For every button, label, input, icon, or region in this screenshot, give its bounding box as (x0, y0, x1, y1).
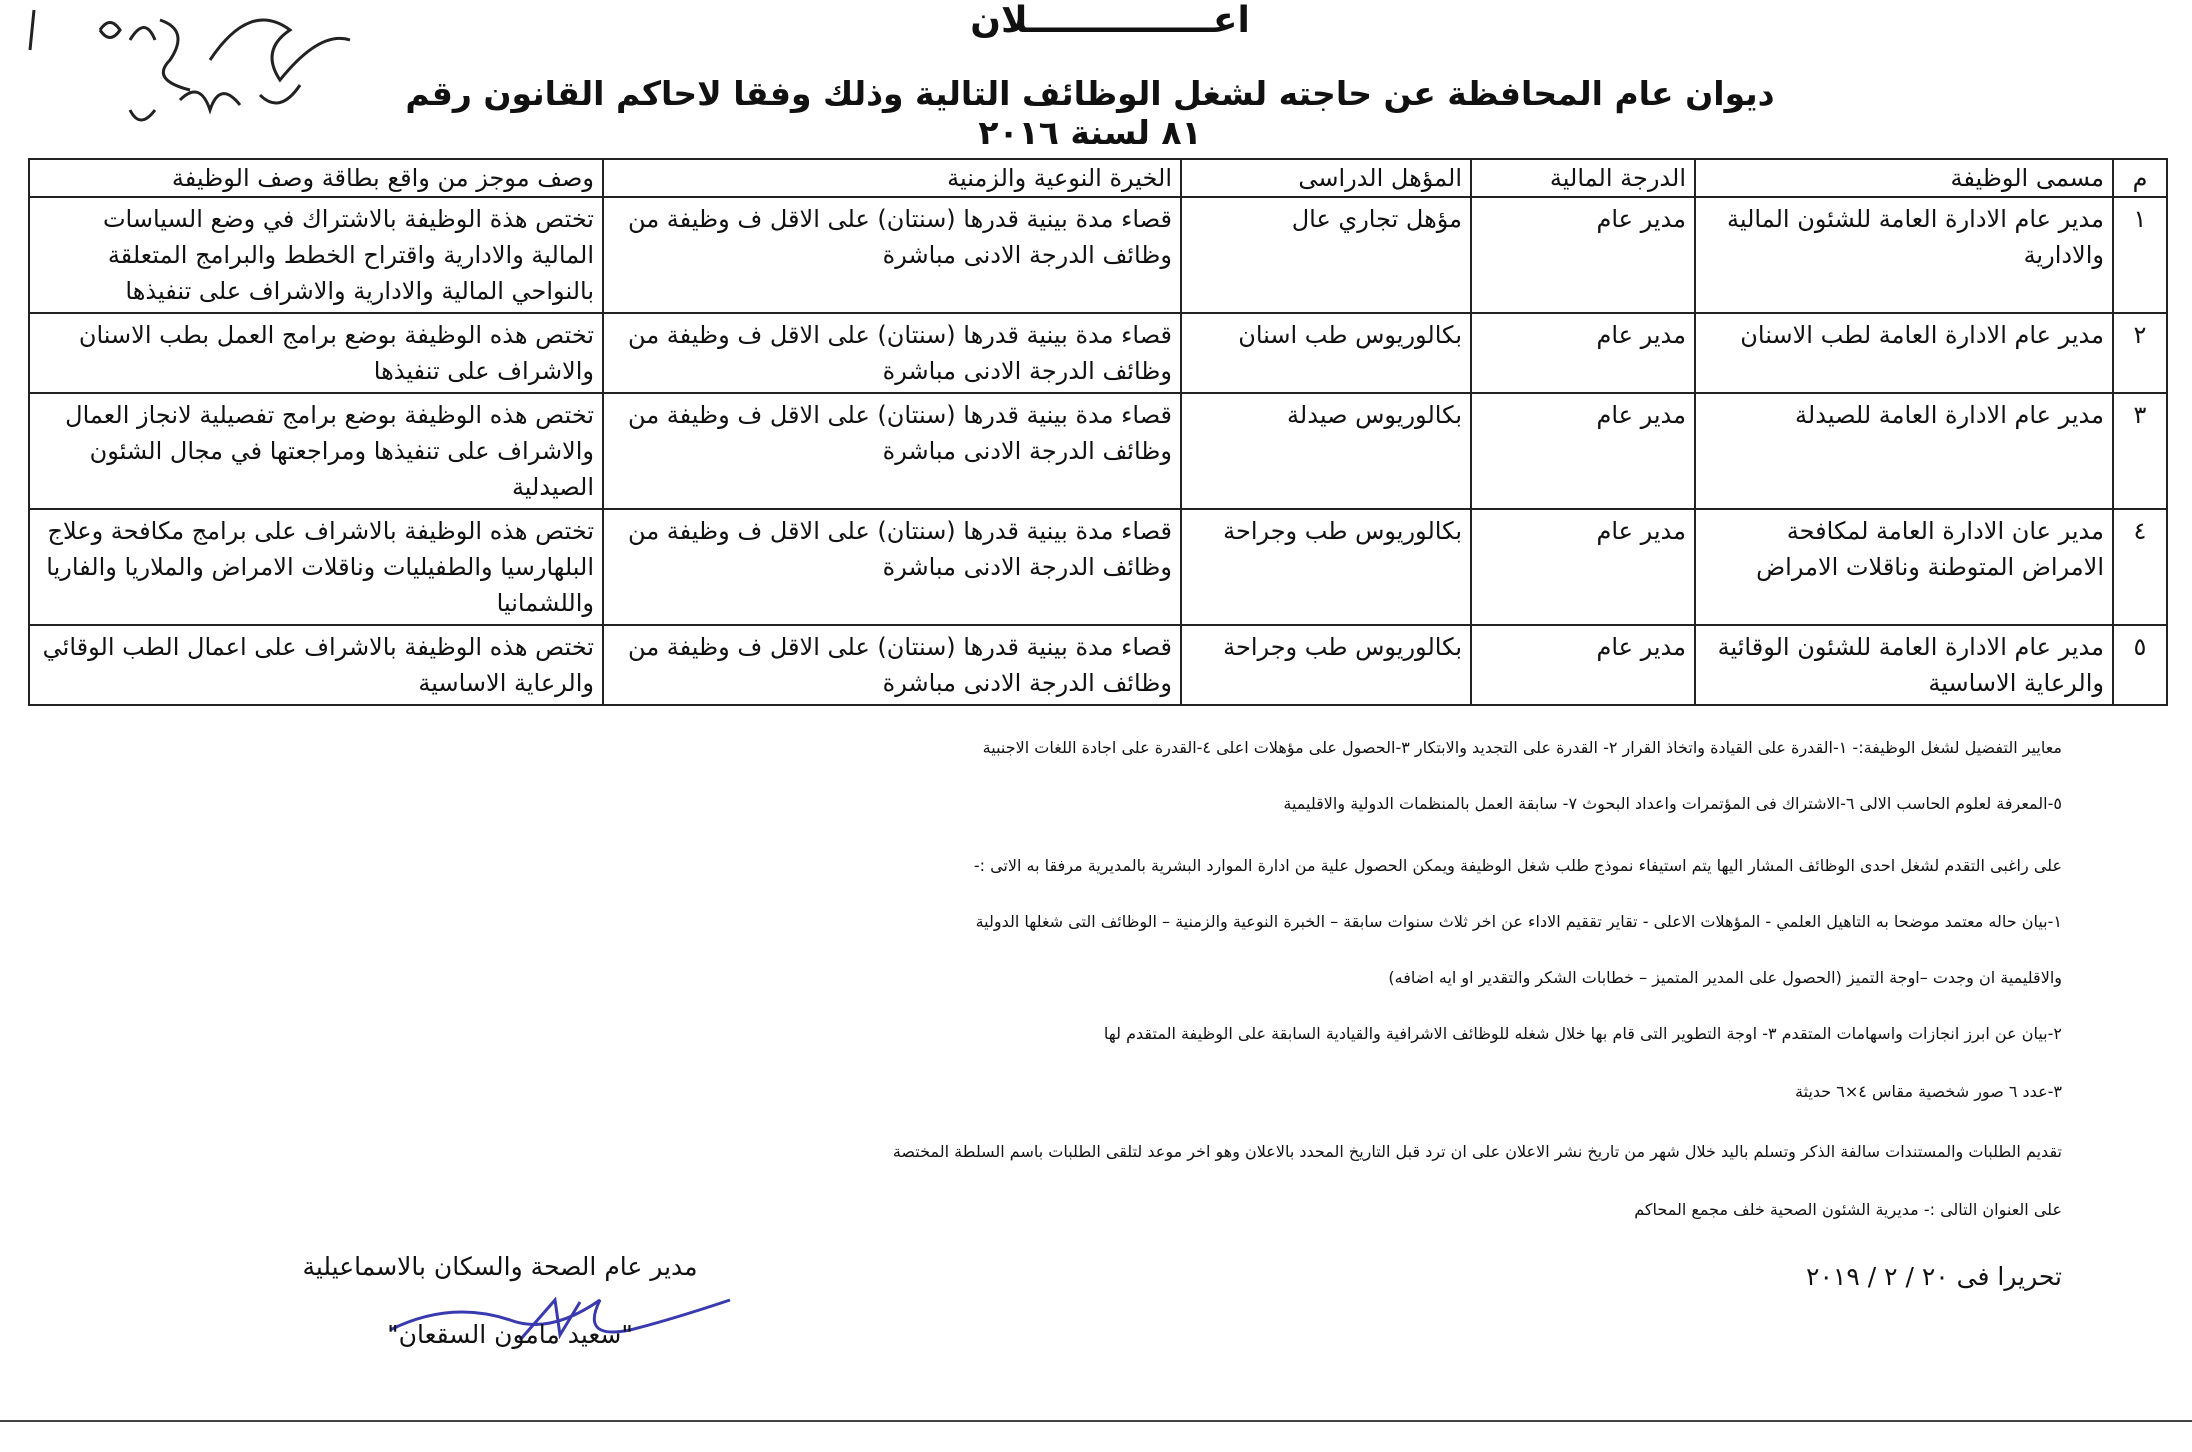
header-title: مسمى الوظيفة (1695, 159, 2113, 197)
submission-address: على العنوان التالى :- مديرية الشئون الصحية خلف مجمع المحاكم (1634, 1200, 2062, 1219)
announcement-heading: اعـــــــــــــــلان (970, 0, 1250, 41)
signatory-title: مدير عام الصحة والسكان بالاسماعيلية (302, 1252, 698, 1281)
row-qualification: بكالوريوس طب وجراحة (1181, 625, 1471, 705)
row-title: مدير عام الادارة العامة لطب الاسنان (1695, 313, 2113, 393)
row-num: ٥ (2113, 625, 2167, 705)
row-grade: مدير عام (1471, 625, 1695, 705)
header-qualification: المؤهل الدراسى (1181, 159, 1471, 197)
row-description: تختص هذه الوظيفة بالاشراف على برامج مكافحة وعلاج البلهارسيا والطفيليات وناقلات الامراض والملاريا والفاريا واللشمانيا (29, 509, 603, 625)
row-experience: قصاء مدة بينية قدرها (سنتان) على الاقل ف وظيفة من وظائف الدرجة الادنى مباشرة (603, 393, 1181, 509)
row-experience: قصاء مدة بينية قدرها (سنتان) على الاقل ف وظيفة من وظائف الدرجة الادنى مباشرة (603, 509, 1181, 625)
row-num: ١ (2113, 197, 2167, 313)
table-row (29, 197, 2167, 313)
row-description: تختص هذه الوظيفة بوضع برامج تفصيلية لانجاز العمال والاشراف على تنفيذها ومراجعتها في مجال الشئون الصيدلية (29, 393, 603, 509)
row-description: تختص هذة الوظيفة بالاشتراك في وضع السياسات المالية والادارية واقتراح الخطط والبرامج المتعلقة بالنواحي المالية والادارية والاشراف على تنفيذها (29, 197, 603, 313)
header-num: م (2113, 159, 2167, 197)
row-grade: مدير عام (1471, 313, 1695, 393)
row-qualification: بكالوريوس طب وجراحة (1181, 509, 1471, 625)
submission-text: تقديم الطلبات والمستندات سالفة الذكر وتسلم باليد خلال شهر من تاريخ نشر الاعلان على ان ترد قبل التاريخ المحدد بالاعلان وهو اخر موعد لتلقى الطلبات باسم السلطة المختصة (892, 1142, 2062, 1161)
row-experience: قصاء مدة بينية قدرها (سنتان) على الاقل ف وظيفة من وظائف الدرجة الادنى مباشرة (603, 197, 1181, 313)
row-title: مدير عام الادارة العامة للشئون الوقائية والرعاية الاساسية (1695, 625, 2113, 705)
row-description: تختص هذه الوظيفة بوضع برامج العمل بطب الاسنان والاشراف على تنفيذها (29, 313, 603, 393)
table-row (29, 313, 2167, 393)
row-qualification: بكالوريوس طب اسنان (1181, 313, 1471, 393)
row-title: مدير عان الادارة العامة لمكافحة الامراض المتوطنة وناقلات الامراض (1695, 509, 2113, 625)
table-row (29, 625, 2167, 705)
header-description: وصف موجز من واقع بطاقة وصف الوظيفة (29, 159, 603, 197)
signatory-name: "سعيد مامون السقعان" (387, 1320, 633, 1349)
row-description: تختص هذه الوظيفة بالاشراف على اعمال الطب الوقائي والرعاية الاساسية (29, 625, 603, 705)
criteria-line-1: معايير التفضيل لشغل الوظيفة:- ١-القدرة على القيادة واتخاذ القرار ٢- القدرة على التجديد والابتكار ٣-الحصول على مؤهلات اعلى ٤-القدرة على اجادة اللغات الاجنبية (982, 738, 2062, 757)
row-grade: مدير عام (1471, 509, 1695, 625)
table-row (29, 509, 2167, 625)
row-grade: مدير عام (1471, 197, 1695, 313)
row-experience: قصاء مدة بينية قدرها (سنتان) على الاقل ف وظيفة من وظائف الدرجة الادنى مباشرة (603, 313, 1181, 393)
row-grade: مدير عام (1471, 393, 1695, 509)
header-grade: الدرجة المالية (1471, 159, 1695, 197)
row-num: ٣ (2113, 393, 2167, 509)
table-header-row (29, 159, 2167, 197)
header-experience: الخيرة النوعية والزمنية (603, 159, 1181, 197)
announcement-subtitle: ديوان عام المحافظة عن حاجته لشغل الوظائف التالية وذلك وفقا لاحاكم القانون رقم ٨١ لسنة ٢٠١٦ (405, 74, 1775, 152)
instructions-intro: على راغبى التقدم لشغل احدى الوظائف المشار اليها يتم استيفاء نموذج طلب شغل الوظيفة ويمكن الحصول علية من ادارة الموارد البشرية بالمديرية مرفقا به الاتى :- (973, 856, 2062, 875)
row-experience: قصاء مدة بينية قدرها (سنتان) على الاقل ف وظيفة من وظائف الدرجة الادنى مباشرة (603, 625, 1181, 705)
issue-date: تحريرا فى ٢٠ / ٢ / ٢٠١٩ (1806, 1262, 2062, 1291)
row-num: ٤ (2113, 509, 2167, 625)
page-bottom-rule (0, 1420, 2192, 1422)
row-title: مدير عام الادارة العامة للصيدلة (1695, 393, 2113, 509)
requirement-item-3: ٣-عدد ٦ صور شخصية مقاس ٤×٦ حديثة (1795, 1082, 2062, 1101)
table-row (29, 393, 2167, 509)
requirement-item-2: ٢-بيان عن ابرز انجازات واسهامات المتقدم ٣- اوجة التطوير التى قام بها خلال شغله للوظائف الاشرافية والقيادية السابقة على الوظيفة المتقدم لها (1103, 1024, 2062, 1043)
jobs-table (28, 158, 2168, 706)
row-qualification: مؤهل تجاري عال (1181, 197, 1471, 313)
requirement-item-1b: والاقليمية ان وجدت –اوجة التميز (الحصول على المدير المتميز – خطابات الشكر والتقدير او ايه اضافه) (1388, 968, 2062, 987)
row-qualification: بكالوريوس صيدلة (1181, 393, 1471, 509)
row-title: مدير عام الادارة العامة للشئون المالية والادارية (1695, 197, 2113, 313)
handwritten-annotation (0, 0, 420, 150)
criteria-line-2: ٥-المعرفة لعلوم الحاسب الالى ٦-الاشتراك فى المؤتمرات واعداد البحوث ٧- سابقة العمل بالمنظمات الدولية والاقليمية (1283, 794, 2062, 813)
row-num: ٢ (2113, 313, 2167, 393)
requirement-item-1a: ١-بيان حاله معتمد موضحا به التاهيل العلمي - المؤهلات الاعلى - تقاير تققيم الاداء عن اخر ثلاث سنوات سابقة – الخبرة النوعية والزمنية – الوظائف التى شغلها الدولية (975, 912, 2062, 931)
